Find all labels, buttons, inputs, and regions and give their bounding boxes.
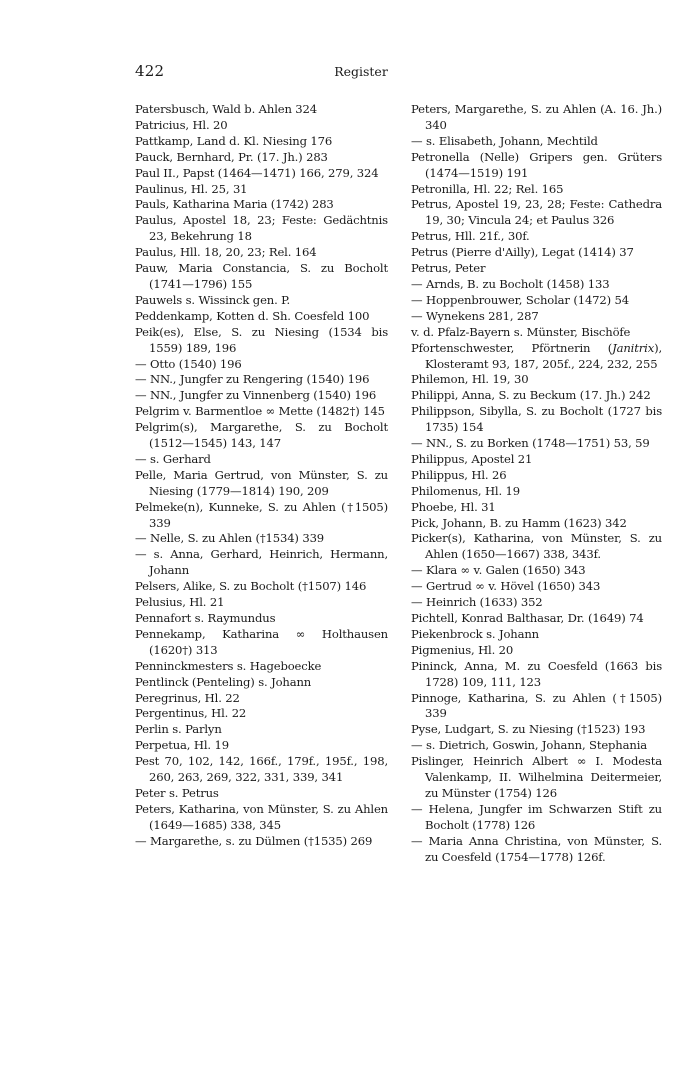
index-entry: — Gertrud ∞ v. Hövel (1650) 343 [411,579,601,594]
index-entry: Pauw, Maria Constancia, S. zu Bocholt (1741—1796) 155 [135,261,388,291]
index-entry: Perpetua, Hl. 19 [135,738,229,753]
index-entry: Pinnoge, Katharina, S. zu Ahlen (†1505) 339 [411,690,662,721]
index-entry-text: Pfortenschwester, Pförtnerin ( [411,340,613,355]
running-head: Register [334,64,388,79]
index-entry: — Otto (1540) 196 [135,356,242,371]
index-entry: Pelgrim v. Barmentloe ∞ Mette (1482†) 145 [135,404,385,419]
index-entry: Pyse, Ludgart, S. zu Niesing (†1523) 193 [411,722,646,737]
index-entry: Pennekamp, Katharina ∞ Holthausen (1620†) 313 [135,626,388,657]
index-entry: Peters, Katharina, von Münster, S. zu Ahlen (1649—1685) 338, 345 [135,801,388,832]
index-entry: Petrus, Peter [411,261,486,276]
index-entry: — s. Gerhard [135,451,211,466]
index-entry: Pentlinck (Penteling) s. Johann [135,674,312,689]
index-entry: Picker(s), Katharina, von Münster, S. zu Ahlen (1650—1667) 338, 343f. [411,531,662,562]
index-entry: Pauwels s. Wissinck gen. P. [135,292,291,307]
index-entry: — s. Anna, Gerhard, Heinrich, Hermann, Johann [135,547,388,578]
index-entry: Peik(es), Else, S. zu Niesing (1534 bis 1559) 189, 196 [135,324,388,355]
index-entry: — Nelle, S. zu Ahlen (†1534) 339 [135,531,325,546]
index-entry: Pislinger, Heinrich Albert ∞ I. Modesta Valenkamp, II. Wilhelmina Deitermeier, zu Münster (1754) 126 [411,754,662,800]
index-entry: Petrus (Pierre d'Ailly), Legat (1414) 37 [411,245,634,260]
index-entry: Philippus, Hl. 26 [411,467,507,482]
index-entry: Paul II., Papst (1464—1471) 166, 279, 324 [135,165,379,180]
index-entry: Pelgrim(s), Margarethe, S. zu Bocholt (1512—1545) 143, 147 [135,420,388,451]
index-entry: — Margarethe, s. zu Dülmen (†1535) 269 [135,833,373,848]
index-entry: Peddenkamp, Kotten d. Sh. Coesfeld 100 [135,308,370,323]
index-entry: — Klara ∞ v. Galen (1650) 343 [411,563,586,578]
index-entry: Perlin s. Parlyn [135,722,222,737]
index-entry: — NN., S. zu Borken (1748—1751) 53, 59 [411,436,650,451]
index-entry: Pelusius, Hl. 21 [135,595,225,610]
index-entry: Pigmenius, Hl. 20 [411,642,514,657]
index-entry: Philippus, Apostel 21 [411,451,533,466]
index-entry: — Helena, Jungfer im Schwarzen Stift zu Bocholt (1778) 126 [411,801,662,832]
index-entry: Patersbusch, Wald b. Ahlen 324 [135,102,317,116]
index-entry: Petronella (Nelle) Gripers gen. Grüters (1474—1519) 191 [411,149,662,180]
index-entry: Penninckmesters s. Hageboecke [135,658,322,673]
index-entry [411,341,662,373]
index-entry: Pest 70, 102, 142, 166f., 179f., 195f., 198, 260, 263, 269, 322, 331, 339, 341 [135,754,388,785]
index-entry: Pelsers, Alike, S. zu Bocholt (†1507) 146 [135,579,367,594]
index-entry: Pauls, Katharina Maria (1742) 283 [135,197,334,212]
index-entry: Petrus, Hll. 21f., 30f. [411,229,530,244]
index-entry: Philippson, Sibylla, S. zu Bocholt (1727 bis 1735) 154 [411,404,662,435]
index-entry: Philemon, Hl. 19, 30 [411,372,529,387]
index-entry: Pergentinus, Hl. 22 [135,706,247,721]
index-entry: Petrus, Apostel 19, 23, 28; Feste: Cathedra 19, 30; Vincula 24; et Paulus 326 [411,197,662,228]
index-entry: Petronilla, Hl. 22; Rel. 165 [411,181,564,196]
index-entry: — s. Dietrich, Goswin, Johann, Stephania [411,738,648,753]
index-entry: Pattkamp, Land d. Kl. Niesing 176 [135,133,333,148]
index-entry: Pick, Johann, B. zu Hamm (1623) 342 [411,515,627,530]
index-entry: — Heinrich (1633) 352 [411,595,543,610]
index-entry: Paulinus, Hl. 25, 31 [135,181,248,196]
index-entry: — NN., Jungfer zu Rengering (1540) 196 [135,372,370,387]
index-entry: Pichtell, Konrad Balthasar, Dr. (1649) 74 [411,611,644,625]
index-entry: v. d. Pfalz-Bayern s. Münster, Bischöfe [411,324,631,339]
index-entry: Paulus, Apostel 18, 23; Feste: Gedächtnis 23, Bekehrung 18 [135,213,388,244]
index-entry: Pauck, Bernhard, Pr. (17. Jh.) 283 [135,149,328,164]
index-entry: Peters, Margarethe, S. zu Ahlen (A. 16. Jh.) 340 [411,102,662,132]
index-entry: — NN., Jungfer zu Vinnenberg (1540) 196 [135,388,377,403]
index-entry: Phoebe, Hl. 31 [411,499,496,514]
index-column-right [411,102,662,866]
index-entry: Philomenus, Hl. 19 [411,483,521,498]
index-entry: Pennafort s. Raymundus [135,611,276,625]
index-entry: Philippi, Anna, S. zu Beckum (17. Jh.) 242 [411,388,651,403]
index-entry: — Wynekens 281, 287 [411,308,539,323]
index-entry: Peter s. Petrus [135,785,219,800]
index-entry: Peregrinus, Hl. 22 [135,690,240,705]
index-entry: Patricius, Hl. 20 [135,117,228,132]
index-entry: Paulus, Hll. 18, 20, 23; Rel. 164 [135,245,317,260]
index-entry-italic-term: Janitrix [612,340,655,355]
index-entry: Piekenbrock s. Johann [411,626,539,641]
index-entry-text: ), Klosteramt 93, 187, 205f., 224, 232, 255 [425,340,662,371]
page-number: 422 [135,62,165,80]
index-entry: — s. Elisabeth, Johann, Mechtild [411,133,598,148]
index-entry: — Maria Anna Christina, von Münster, S. zu Coesfeld (1754—1778) 126f. [411,833,662,864]
index-entry: Pininck, Anna, M. zu Coesfeld (1663 bis 1728) 109, 111, 123 [411,658,662,689]
index-entry: Pelmeke(n), Kunneke, S. zu Ahlen (†1505) 339 [135,499,388,530]
index-column-left [135,102,388,850]
index-entry: Pelle, Maria Gertrud, von Münster, S. zu Niesing (1779—1814) 190, 209 [135,467,388,498]
index-entry: — Arnds, B. zu Bocholt (1458) 133 [411,276,610,291]
index-entry: — Hoppenbrouwer, Scholar (1472) 54 [411,292,629,307]
